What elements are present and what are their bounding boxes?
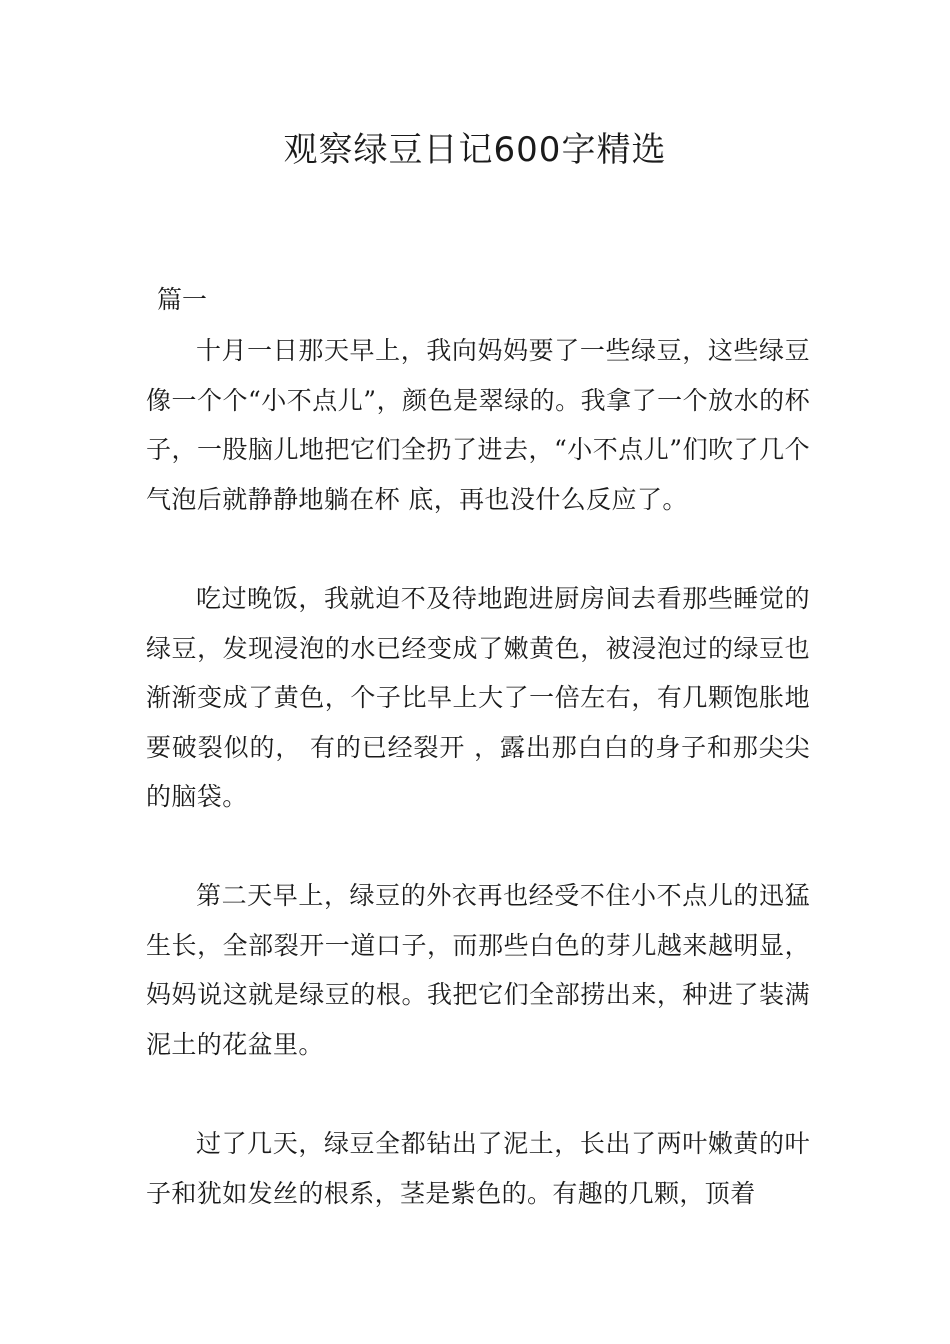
section-label: 篇一 xyxy=(157,285,208,314)
paragraph-3: 第二天早上，绿豆的外衣再也经受不住小不点儿的迅猛生长，全部裂开一道口子，而那些白色的芽儿越来越明显，妈妈说这就是绿豆的根。我把它们全部捞出来，种进了装满泥土的花盆里。 xyxy=(146,881,810,1059)
paragraph-2: 吃过晚饭，我就迫不及待地跑进厨房间去看那些睡觉的绿豆，发现浸泡的水已经变成了嫩黄色，被浸泡过的绿豆也渐渐变成了黄色，个子比早上大了一倍左右，有几颗饱胀地要破裂似的， 有的已经裂开 ，露出那白白的身子和那尖尖的脑袋。 xyxy=(146,584,810,811)
page-title: 观察绿豆日记600字精选 xyxy=(283,130,667,170)
paragraph-1: 十月一日那天早上，我向妈妈要了一些绿豆，这些绿豆像一个个“小不点儿”，颜色是翠绿的。我拿了一个放水的杯子，一股脑儿地把它们全扔了进去，“小不点儿”们吹了几个气泡后就静静地躺在杯 底，再也没什么反应了。 xyxy=(146,336,810,514)
paragraph-4: 过了几天，绿豆全都钻出了泥土，长出了两叶嫩黄的叶子和犹如发丝的根系，茎是紫色的。有趣的几颗，顶着 xyxy=(146,1129,810,1208)
